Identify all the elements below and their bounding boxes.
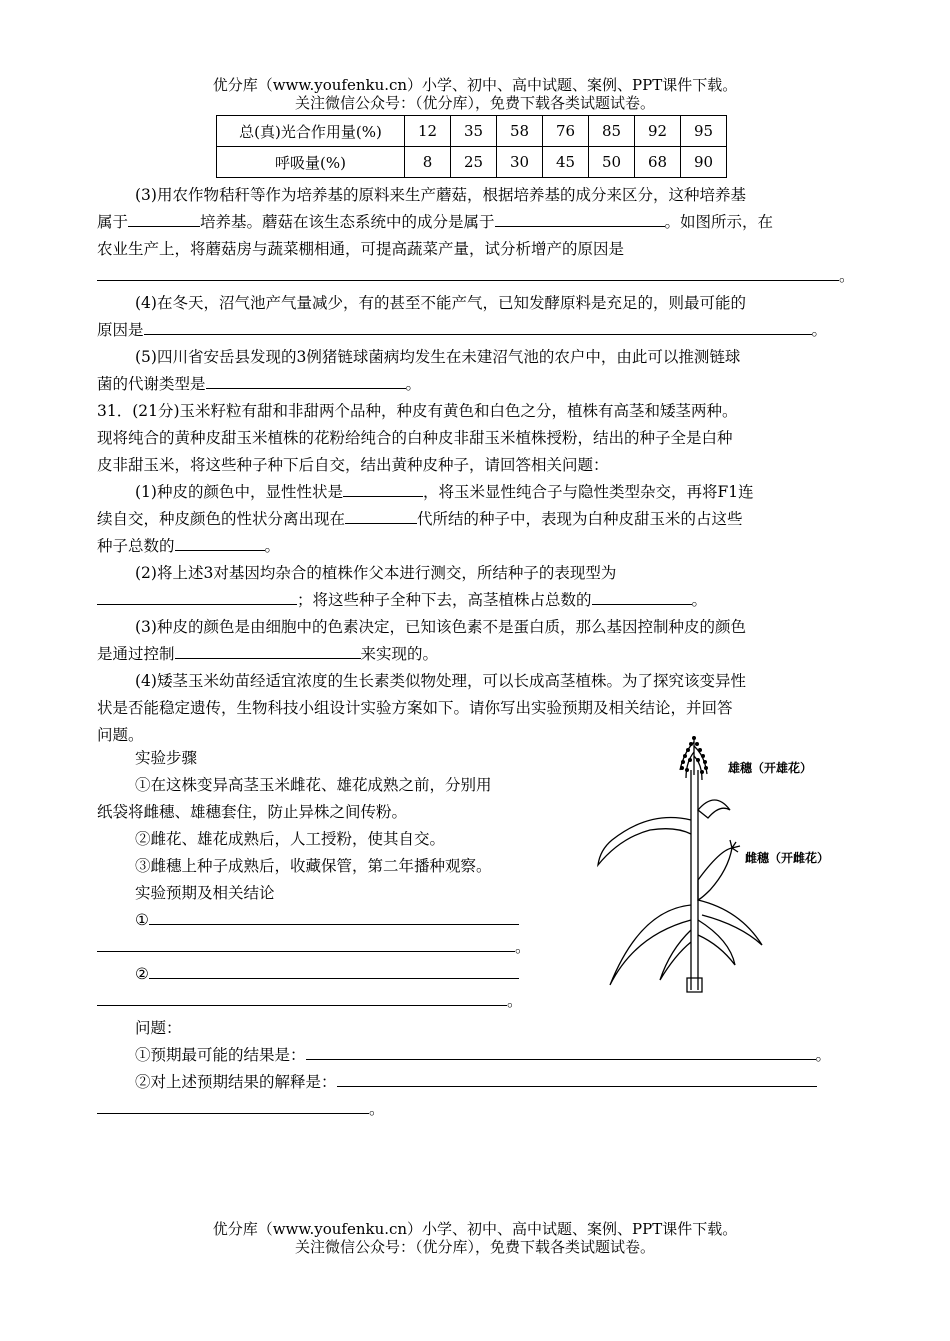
step2: ②雌花、雄花成熟后，人工授粉，使其自交。 (135, 830, 446, 848)
photosynthesis-table (216, 115, 727, 178)
footer-line-2: 关注微信公众号：（优分库），免费下载各类试题试卷。 (294, 1238, 655, 1256)
table-cell: 95 (681, 116, 727, 147)
answer-blank[interactable] (337, 1072, 817, 1087)
question-title: 问题： (135, 1019, 182, 1037)
header-line-1: 优分库（www.youfenku.cn）小学、初中、高中试题、案例、PPT课件下载。 (212, 76, 738, 94)
text: 是通过控制 (97, 645, 175, 663)
q31-sub1-line1 (97, 479, 857, 506)
q31-sub4-line3: 问题。 (97, 726, 144, 744)
answer-blank[interactable] (495, 212, 665, 227)
header-line-2: 关注微信公众号：（优分库），免费下载各类试题试卷。 (294, 94, 655, 112)
table-cell: 85 (589, 116, 635, 147)
q30-part3-line1: (3)用农作物秸秆等作为培养基的原料来生产蘑菇，根据培养基的成分来区分，这种培养基 (135, 186, 746, 204)
text: 。 (515, 938, 531, 956)
text: 原因是 (97, 321, 144, 339)
footer-line-1: 优分库（www.youfenku.cn）小学、初中、高中试题、案例、PPT课件下载。 (212, 1220, 738, 1238)
table-cell: 45 (543, 147, 589, 178)
answer-blank[interactable] (149, 964, 519, 979)
table-cell: 30 (497, 147, 543, 178)
q31-sub3-line2 (97, 641, 857, 668)
q30-part3-line4 (97, 263, 857, 290)
female-flower-label: 雌穗（开雌花） (745, 851, 830, 865)
text: (1)种皮的颜色中，显性性状是 (135, 483, 343, 501)
text: ，将玉米显性纯合子与隐性类型杂交，再将F1连 (422, 483, 754, 501)
q30-part5-line2 (97, 371, 857, 398)
text: 来实现的。 (360, 645, 439, 663)
answer-blank[interactable] (345, 509, 417, 524)
q30-part4-line2 (97, 317, 857, 344)
question-1 (97, 1042, 857, 1069)
question-2 (97, 1069, 857, 1096)
text: ；将这些种子全种下去，高茎植株占总数的 (297, 591, 592, 609)
answer-blank[interactable] (97, 590, 297, 605)
answer-blank[interactable] (144, 320, 812, 335)
q31-sub2-line1: (2)将上述3对基因均杂合的植株作父本进行测交，所结种子的表现型为 (135, 564, 617, 582)
text: ② (135, 965, 149, 983)
answer-blank[interactable] (149, 910, 519, 925)
text: 。 (839, 267, 855, 285)
table-cell: 50 (589, 147, 635, 178)
text: ①预期最可能的结果是： (135, 1046, 306, 1064)
steps-title: 实验步骤 (135, 749, 198, 767)
answer-blank[interactable] (592, 590, 692, 605)
q30-part5-line1: (5)四川省安岳县发现的3例猪链球菌病均发生在未建沼气池的农户中，由此可以推测链球 (135, 348, 741, 366)
male-flower-label: 雄穗（开雄花） (728, 761, 813, 775)
text: 。 (507, 992, 523, 1010)
q31-sub1-line2 (97, 506, 857, 533)
answer-blank[interactable] (128, 212, 200, 227)
table-cell: 90 (681, 147, 727, 178)
q30-part4-line1: (4)在冬天，沼气池产气量减少，有的甚至不能产气，已知发酵原料是充足的，则最可能的 (135, 294, 746, 312)
table-cell: 35 (451, 116, 497, 147)
page-header (0, 76, 950, 112)
table-cell: 68 (635, 147, 681, 178)
text: 属于 (97, 213, 129, 231)
expect-title: 实验预期及相关结论 (135, 884, 275, 902)
q31-sub3-line1: (3)种皮的颜色是由细胞中的色素决定，已知该色素不是蛋白质，那么基因控制种皮的颜色 (135, 618, 746, 636)
answer-blank[interactable] (97, 937, 515, 952)
page-footer (0, 1220, 950, 1256)
table-cell: 92 (635, 116, 681, 147)
text: 种子总数的 (97, 537, 175, 555)
answer-blank[interactable] (343, 482, 423, 497)
text: 菌的代谢类型是 (97, 375, 206, 393)
text: ②对上述预期结果的解释是： (135, 1073, 337, 1091)
text: 培养基。蘑菇在该生态系统中的成分是属于 (200, 213, 495, 231)
table-row-label: 呼吸量(%) (217, 147, 405, 178)
corn-plant-figure (590, 730, 860, 1005)
q30-part3-line2 (97, 209, 857, 236)
q31-intro-line1: 31．(21分)玉米籽粒有甜和非甜两个品种，种皮有黄色和白色之分，植株有高茎和矮茎两种。 (97, 402, 738, 420)
text: 代所结的种子中，表现为白种皮甜玉米的占这些 (417, 510, 743, 528)
answer-blank[interactable] (206, 374, 406, 389)
text: 。 (264, 537, 281, 555)
table-cell: 58 (497, 116, 543, 147)
step1-line2: 纸袋将雌穗、雄穗套住，防止异株之间传粉。 (97, 803, 408, 821)
text: 。 (811, 321, 828, 339)
text: 。如图所示，在 (664, 213, 774, 231)
q31-sub2-line2 (97, 587, 857, 614)
table-cell: 76 (543, 116, 589, 147)
answer-blank[interactable] (175, 536, 265, 551)
answer-blank[interactable] (97, 266, 839, 281)
text: 续自交，种皮颜色的性状分离出现在 (97, 510, 346, 528)
text: 。 (369, 1100, 385, 1118)
table-cell: 25 (451, 147, 497, 178)
q31-intro-line3: 皮非甜玉米，将这些种子种下后自交，结出黄种皮种子，请回答相关问题： (97, 456, 609, 474)
q31-sub1-line3 (97, 533, 857, 560)
text: 。 (815, 1046, 832, 1064)
text: ① (135, 911, 149, 929)
question-2-line2 (97, 1096, 857, 1123)
step1-line1: ①在这株变异高茎玉米雌花、雄花成熟之前，分别用 (135, 776, 492, 794)
q31-sub4-line2: 状是否能稳定遗传，生物科技小组设计实验方案如下。请你写出实验预期及相关结论，并回答 (97, 699, 733, 717)
text: 。 (405, 375, 422, 393)
answer-blank[interactable] (306, 1045, 816, 1060)
table-row (217, 147, 727, 178)
table-cell: 12 (405, 116, 451, 147)
q31-intro-line2: 现将纯合的黄种皮甜玉米植株的花粉给纯合的白种皮非甜玉米植株授粉，结出的种子全是白种 (97, 429, 733, 447)
answer-blank[interactable] (97, 1099, 369, 1114)
table-row (217, 116, 727, 147)
answer-blank[interactable] (97, 991, 507, 1006)
step3: ③雌穗上种子成熟后，收藏保管，第二年播种观察。 (135, 857, 492, 875)
text: 。 (691, 591, 708, 609)
table-cell: 8 (405, 147, 451, 178)
answer-blank[interactable] (175, 644, 361, 659)
q30-part3-line3: 农业生产上，将蘑菇房与蔬菜棚相通，可提高蔬菜产量，试分析增产的原因是 (97, 240, 625, 258)
q31-sub4-line1: (4)矮茎玉米幼苗经适宜浓度的生长素类似物处理，可以长成高茎植株。为了探究该变异性 (135, 672, 746, 690)
table-row-label: 总(真)光合作用量(%) (217, 116, 405, 147)
